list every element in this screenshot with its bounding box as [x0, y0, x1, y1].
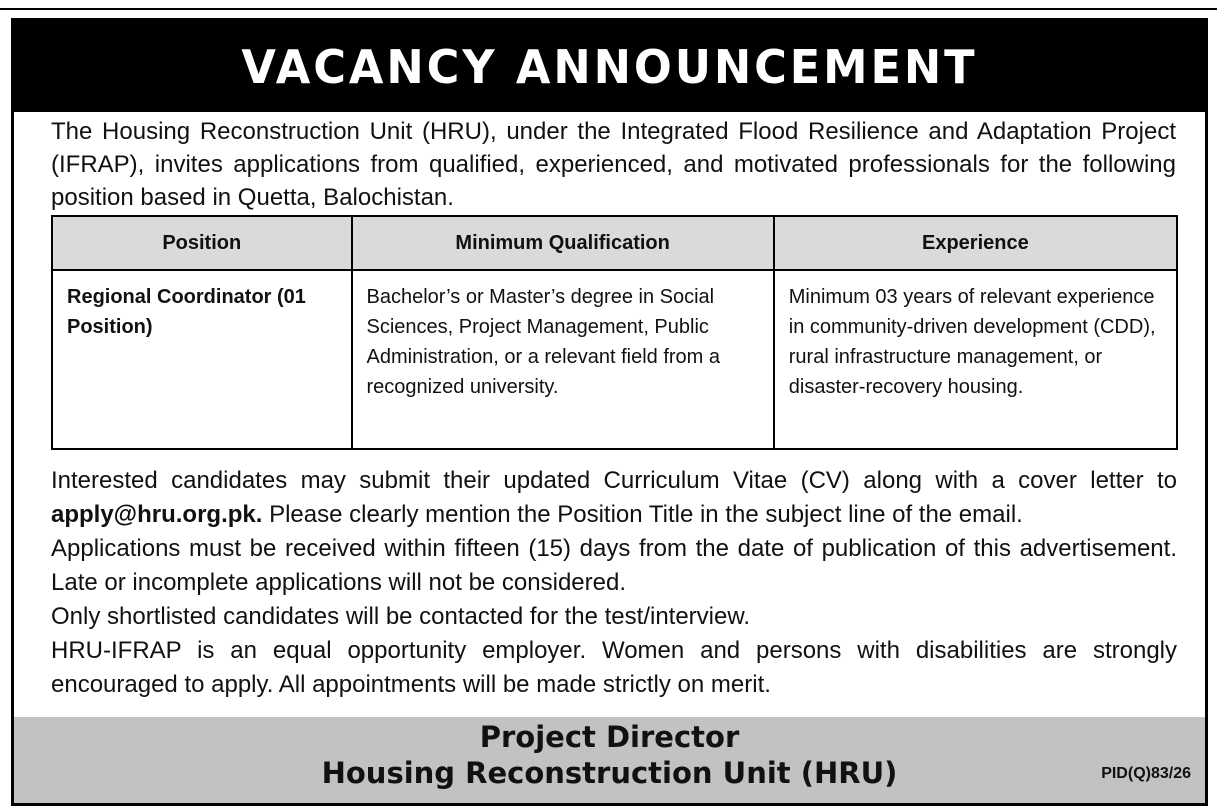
- cell-experience: Minimum 03 years of relevant experience in community-driven development (CDD), rural infrastructure management, or disaster-recovery housing.: [774, 270, 1177, 449]
- table-row: [52, 270, 1177, 449]
- signatory-title: Project Director: [479, 720, 740, 754]
- signatory-organization: Housing Reconstruction Unit (HRU): [321, 756, 898, 790]
- header-position: Position: [52, 216, 352, 270]
- top-rule: [0, 8, 1217, 10]
- email-link[interactable]: apply@hru.org.pk.: [51, 501, 263, 528]
- pid-number: PID(Q)83/26: [1101, 765, 1191, 782]
- paragraph-equal-opportunity: HRU-IFRAP is an equal opportunity employer. Women and persons with disabilities are strongly encouraged to apply. All appointments will be made strictly on merit.: [51, 637, 1177, 698]
- subject-text: Please clearly mention the Position Title in the subject line of the email.: [262, 501, 1023, 528]
- cell-position: Regional Coordinator (01 Position): [52, 270, 352, 449]
- title-bar: [14, 21, 1205, 112]
- footer-signature-block: [14, 717, 1205, 806]
- advertisement-frame: [11, 18, 1208, 806]
- header-experience: Experience: [774, 216, 1177, 270]
- intro-paragraph: The Housing Reconstruction Unit (HRU), under the Integrated Flood Resilience and Adaptation Project (IFRAP), invites applications from qualified, experienced, and motivated professionals for the following position based in Quetta, Balochistan.: [51, 118, 1176, 211]
- table-header-row: [52, 216, 1177, 270]
- application-instructions: [51, 464, 1177, 702]
- page-title: VACANCY ANNOUNCEMENT: [241, 39, 978, 94]
- paragraph-shortlist: Only shortlisted candidates will be contacted for the test/interview.: [51, 603, 751, 630]
- paragraph-submit: [51, 464, 1177, 532]
- header-qualification: Minimum Qualification: [352, 216, 774, 270]
- cell-qualification: Bachelor’s or Master’s degree in Social Sciences, Project Management, Public Administration, or a relevant field from a recognized university.: [352, 270, 774, 449]
- vacancy-table: [51, 215, 1178, 450]
- submit-text: Interested candidates may submit their updated Curriculum Vitae (CV) along with a cover letter to: [51, 467, 1177, 494]
- paragraph-deadline: Applications must be received within fifteen (15) days from the date of publication of this advertisement. Late or incomplete applications will not be considered.: [51, 535, 1177, 596]
- signature: [14, 719, 1205, 791]
